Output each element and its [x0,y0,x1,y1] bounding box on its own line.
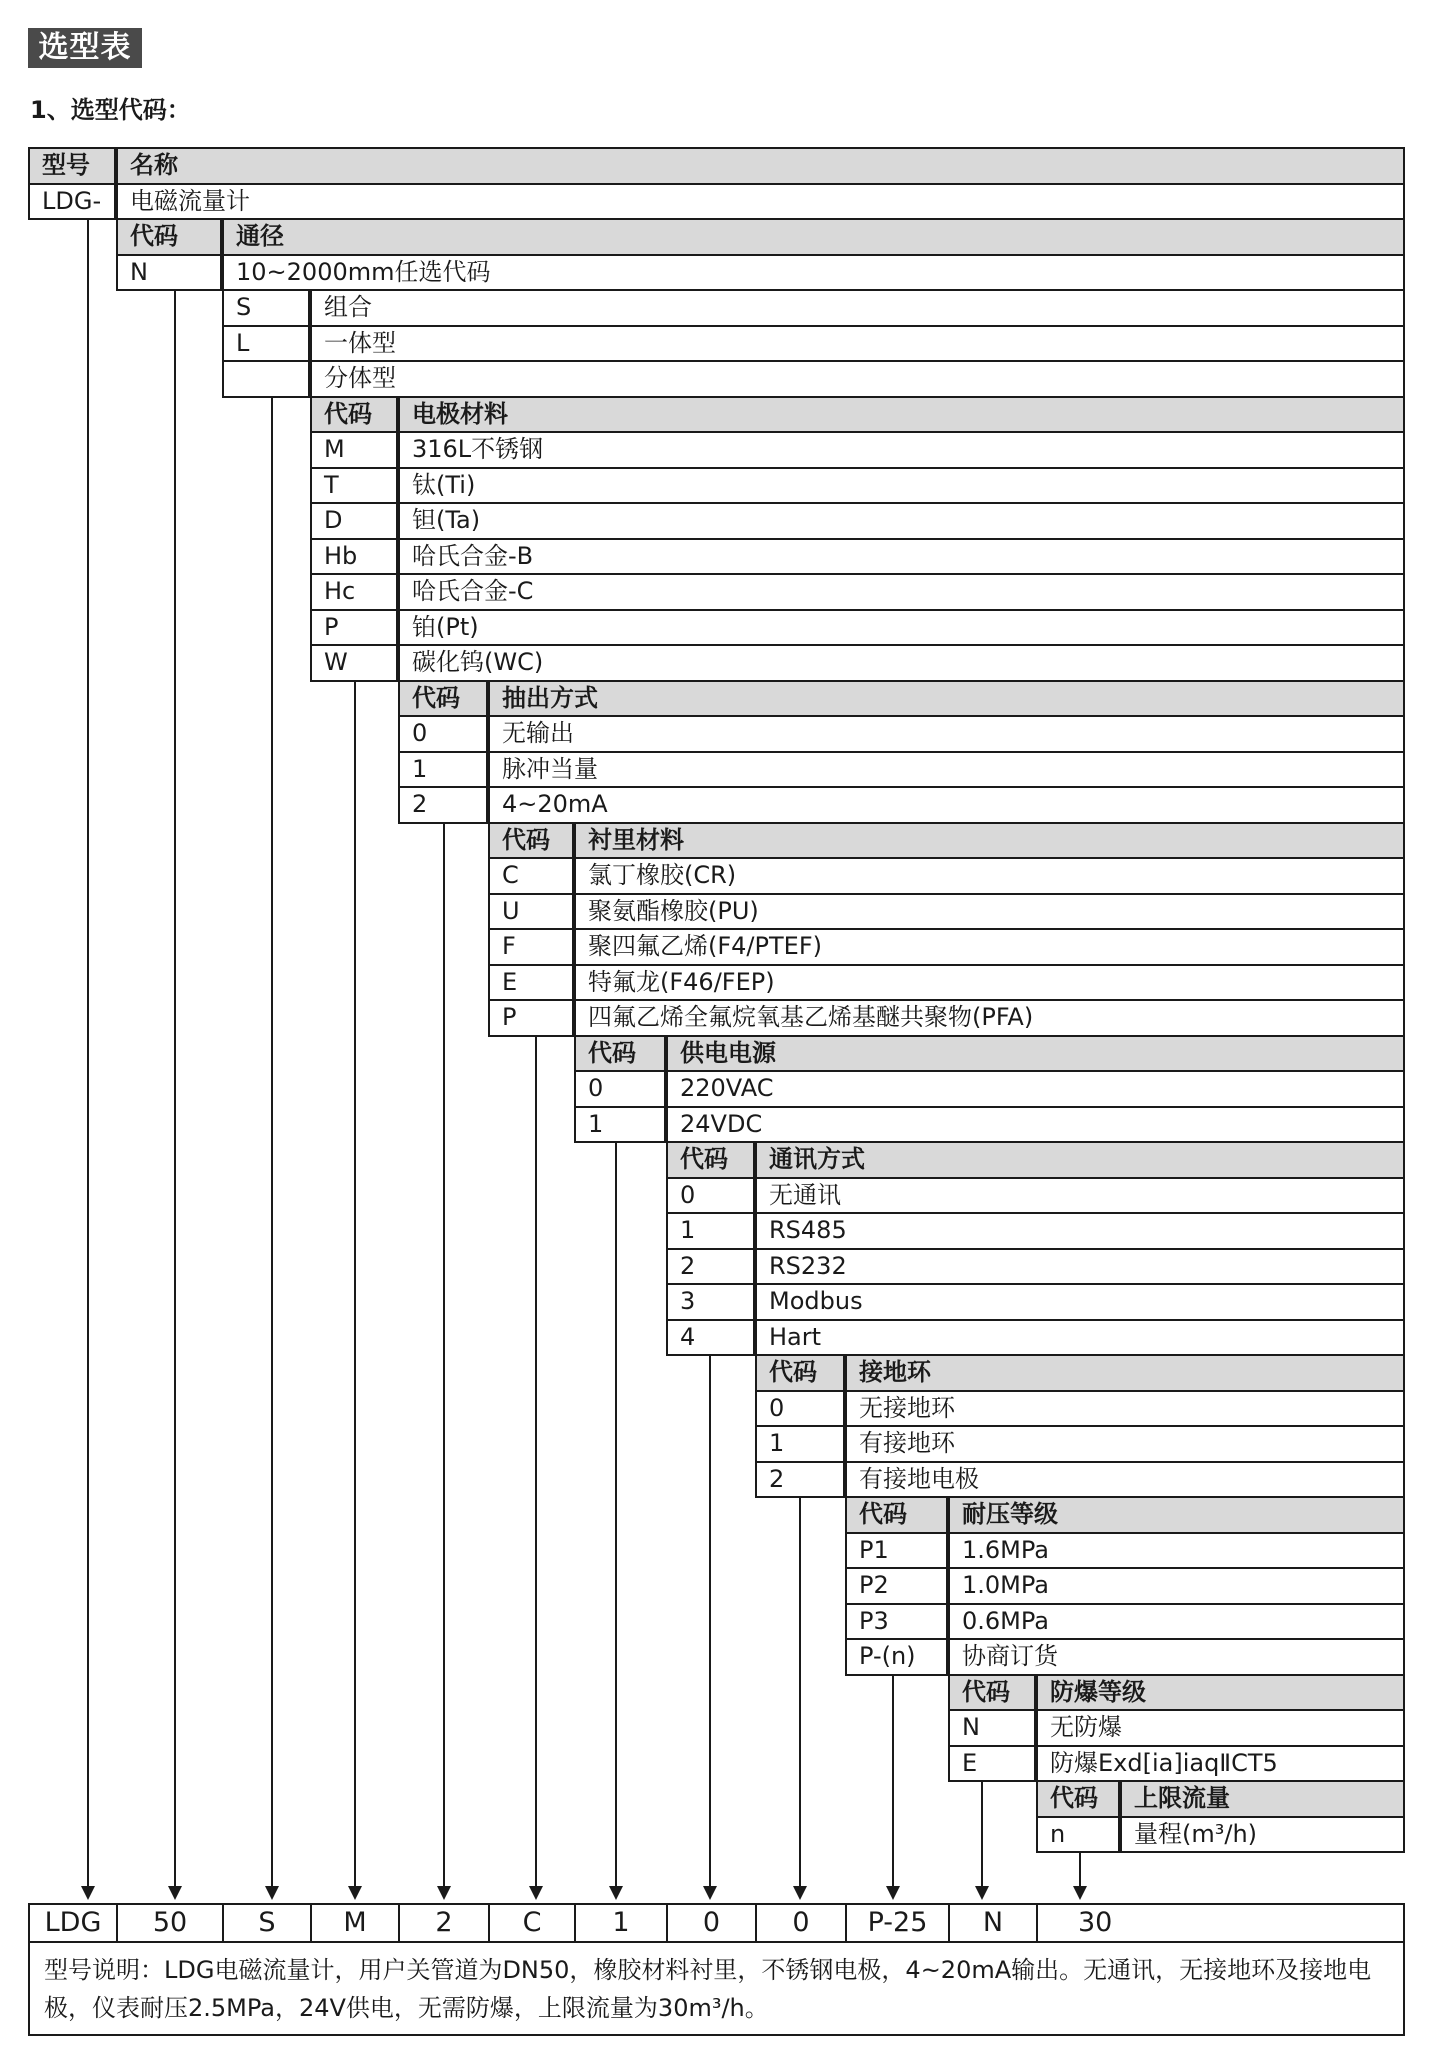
down-arrow-icon [886,1886,900,1900]
option-name: 电磁流量计 [116,183,1405,221]
header-name: 抽出方式 [488,680,1405,718]
down-arrow-icon [1073,1886,1087,1900]
header-code: 代码 [755,1354,845,1392]
header-name: 耐压等级 [948,1496,1405,1534]
example-code-segment: C [488,1903,576,1943]
option-name: Modbus [755,1283,1405,1321]
option-name: 氯丁橡胶(CR) [574,857,1405,895]
option-name: 无通讯 [755,1177,1405,1215]
header-code: 代码 [398,680,488,718]
option-code: 1 [574,1106,666,1144]
option-code: 1 [398,751,488,789]
option-code [222,360,310,398]
option-name: 1.0MPa [948,1567,1405,1605]
option-code: U [488,893,574,931]
option-name: 特氟龙(F46/FEP) [574,964,1405,1002]
option-name: 哈氏合金-C [398,573,1405,611]
example-code-segment: S [222,1903,312,1943]
example-code-segment: 1 [574,1903,668,1943]
option-name: 分体型 [310,360,1405,398]
option-code: 2 [755,1461,845,1499]
option-code: E [488,964,574,1002]
header-name: 通径 [222,218,1405,256]
option-name: 有接地环 [845,1425,1405,1463]
option-name: 24VDC [666,1106,1405,1144]
option-name: 碳化钨(WC) [398,644,1405,682]
option-code: F [488,928,574,966]
option-name: 钽(Ta) [398,502,1405,540]
header-name: 防爆等级 [1036,1674,1405,1712]
header-code: 代码 [948,1674,1036,1712]
option-name: 协商订货 [948,1638,1405,1676]
example-code-segment: 2 [398,1903,490,1943]
option-name: RS232 [755,1248,1405,1286]
option-code: P [488,999,574,1037]
option-name: 0.6MPa [948,1603,1405,1641]
option-name: 钛(Ti) [398,467,1405,505]
option-code: P2 [845,1567,948,1605]
option-code: 3 [666,1283,755,1321]
option-code: S [222,289,310,327]
connector-line [892,1676,894,1887]
option-name: 哈氏合金-B [398,538,1405,576]
header-name: 衬里材料 [574,822,1405,860]
option-name: 组合 [310,289,1405,327]
option-name: 聚四氟乙烯(F4/PTEF) [574,928,1405,966]
page-title: 选型表 [28,28,142,68]
header-name: 通讯方式 [755,1141,1405,1179]
option-code: N [948,1709,1036,1747]
connector-line [615,1143,617,1886]
option-name: 防爆Exd[ia]iaqⅡCT5 [1036,1745,1405,1783]
header-code: 代码 [1036,1780,1120,1818]
option-name: 一体型 [310,325,1405,363]
model-description: 型号说明：LDG电磁流量计，用户关管道为DN50，橡胶材料衬里，不锈钢电极，4~20mA输出。无通讯，无接地环及接地电极，仪表耐压2.5MPa，24V供电，无需防爆，上限流量为30m³/h。 [28,1941,1405,2036]
down-arrow-icon [609,1886,623,1900]
option-name: 脉冲当量 [488,751,1405,789]
example-code-segment: N [948,1903,1038,1943]
option-code: T [310,467,398,505]
section-heading: 1、选型代码： [30,96,191,124]
option-code: L [222,325,310,363]
option-code: n [1036,1816,1120,1854]
option-name: 有接地电极 [845,1461,1405,1499]
option-name: 220VAC [666,1070,1405,1108]
header-name: 上限流量 [1120,1780,1405,1818]
option-name: 无防爆 [1036,1709,1405,1747]
connector-line [174,291,176,1886]
down-arrow-icon [81,1886,95,1900]
option-code: C [488,857,574,895]
option-code: D [310,502,398,540]
header-code: 代码 [310,396,398,434]
down-arrow-icon [703,1886,717,1900]
down-arrow-icon [529,1886,543,1900]
option-code: Hc [310,573,398,611]
connector-line [981,1782,983,1886]
option-code: 1 [666,1212,755,1250]
down-arrow-icon [437,1886,451,1900]
example-code-segment: P-25 [845,1903,950,1943]
option-name: 四氟乙烯全氟烷氧基乙烯基醚共聚物(PFA) [574,999,1405,1037]
option-code: N [116,254,222,292]
option-name: 聚氨酯橡胶(PU) [574,893,1405,931]
header-code: 型号 [28,147,116,185]
option-code: M [310,431,398,469]
header-name: 电极材料 [398,396,1405,434]
option-code: 0 [574,1070,666,1108]
example-code-segment: 0 [666,1903,757,1943]
example-code-segment: 50 [116,1903,224,1943]
option-name: 4~20mA [488,786,1405,824]
example-code-segment: M [310,1903,400,1943]
connector-line [87,220,89,1886]
option-name: Hart [755,1319,1405,1357]
down-arrow-icon [793,1886,807,1900]
option-name: 量程(m³/h) [1120,1816,1405,1854]
option-code: 0 [666,1177,755,1215]
header-code: 代码 [666,1141,755,1179]
example-code-segment: LDG [28,1903,118,1943]
option-code: 1 [755,1425,845,1463]
connector-line [799,1498,801,1886]
option-name: 铂(Pt) [398,609,1405,647]
header-name: 供电电源 [666,1035,1405,1073]
header-code: 代码 [488,822,574,860]
option-name: 10~2000mm任选代码 [222,254,1405,292]
option-code: P1 [845,1532,948,1570]
down-arrow-icon [168,1886,182,1900]
option-code: 0 [755,1390,845,1428]
down-arrow-icon [975,1886,989,1900]
header-name: 名称 [116,147,1405,185]
option-code: LDG- [28,183,116,221]
option-code: 0 [398,715,488,753]
option-name: 316L不锈钢 [398,431,1405,469]
option-code: P3 [845,1603,948,1641]
option-code: P [310,609,398,647]
connector-line [354,682,356,1887]
header-code: 代码 [116,218,222,256]
option-name: 无输出 [488,715,1405,753]
connector-line [1079,1853,1081,1886]
option-code: Hb [310,538,398,576]
header-code: 代码 [574,1035,666,1073]
option-code: 4 [666,1319,755,1357]
connector-line [443,824,445,1887]
down-arrow-icon [348,1886,362,1900]
option-name: 1.6MPa [948,1532,1405,1570]
option-code: P-(n) [845,1638,948,1676]
header-name: 接地环 [845,1354,1405,1392]
option-code: 2 [398,786,488,824]
example-code-segment: 0 [755,1903,847,1943]
option-code: E [948,1745,1036,1783]
option-code: W [310,644,398,682]
connector-line [709,1356,711,1886]
connector-line [535,1037,537,1887]
header-code: 代码 [845,1496,948,1534]
option-name: 无接地环 [845,1390,1405,1428]
example-code-segment: 30 [1036,1903,1405,1943]
option-code: 2 [666,1248,755,1286]
down-arrow-icon [265,1886,279,1900]
connector-line [271,398,273,1887]
option-name: RS485 [755,1212,1405,1250]
